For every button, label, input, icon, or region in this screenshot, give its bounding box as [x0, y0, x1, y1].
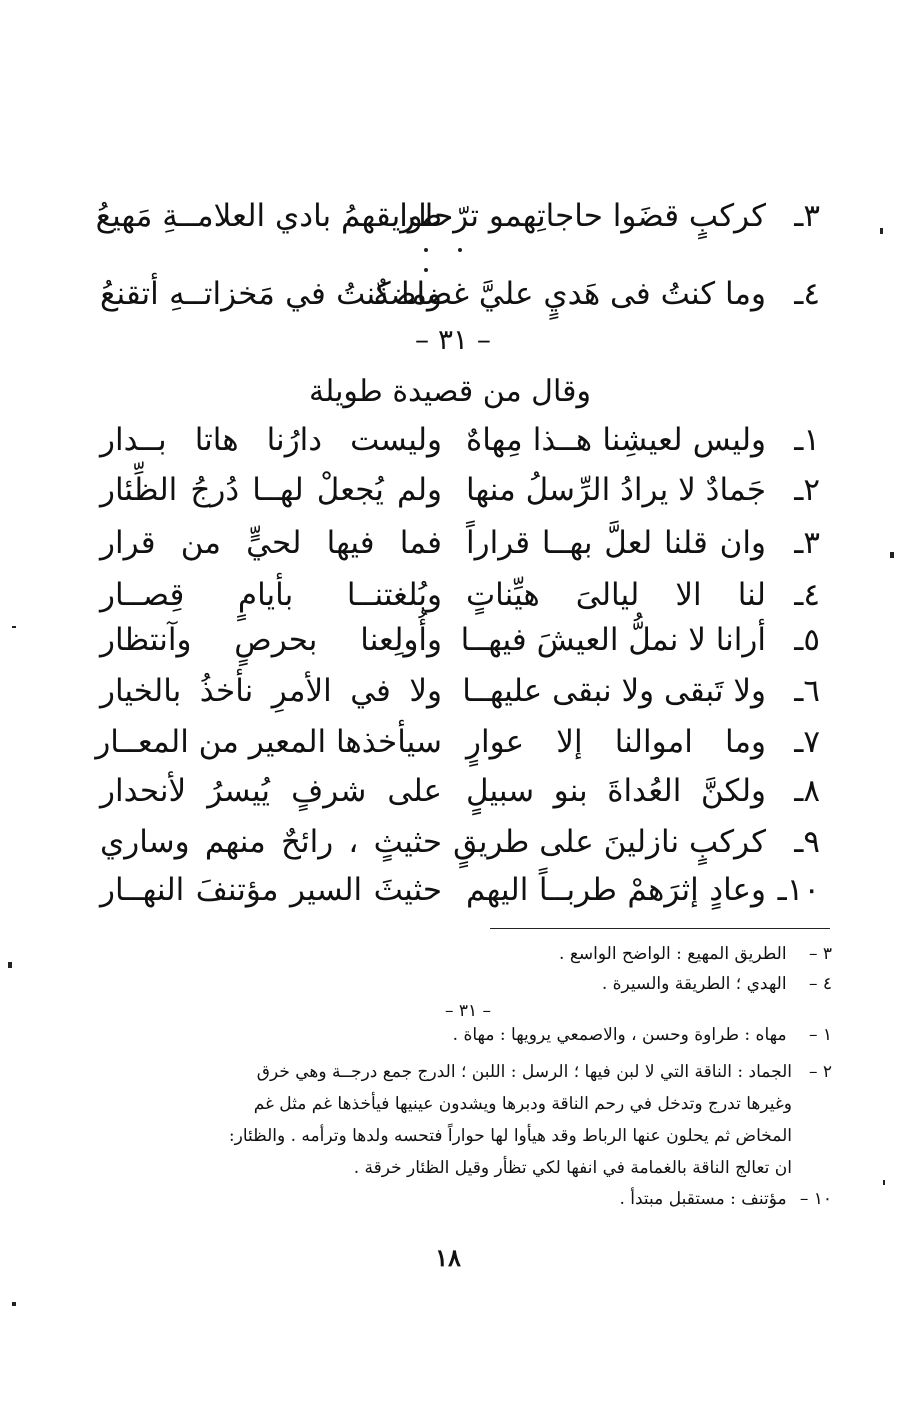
verse-first-hemistich: كركبٍ نازلينَ على طريقٍ [453, 824, 766, 860]
footnote-divider [490, 928, 830, 929]
verse-number: ٢ـ [794, 472, 820, 508]
verse-line [95, 716, 820, 768]
verse-line [100, 464, 820, 516]
verse-second-hemistich: ولم يُجعلْ لهــا دُرجُ الظِّئار [100, 472, 442, 508]
verse-first-hemistich: ولكنَّ العُداةَ بنو سبيلٍ [466, 773, 766, 809]
verse-number: ٨ـ [794, 773, 820, 809]
verse-first-hemistich: كركبٍ قضَوا حاجاتِهمو ترّحلوا [399, 198, 766, 234]
verse-second-hemistich: حثيثٍ ، رائحٌ منهم وساري [100, 824, 442, 860]
footnote-number: ١٠ – [799, 1189, 832, 1209]
decorative-dot [458, 248, 462, 252]
footnote-text: مهاه : طراوة وحسن ، والاصمعي يرويها : مهاة . [452, 1025, 787, 1045]
verse-number: ٣ـ [794, 525, 820, 561]
footnote-text: الهدي ؛ الطريقة والسيرة . [601, 974, 787, 994]
footnote [104, 971, 832, 997]
footnote [104, 1186, 832, 1212]
verse-second-hemistich: حثيثَ السير مؤتنفَ النهــار [100, 872, 442, 908]
verse-line [95, 190, 820, 242]
page-number: ١٨ [435, 1243, 461, 1272]
scan-mark [12, 1302, 16, 1306]
scan-mark [890, 552, 894, 558]
footnote-line: وغيرها تدرج وتدخل في رحم الناقة ودبرها ويشدون عينيها فيأخذها غم مثل غم [253, 1094, 792, 1114]
verse-first-hemistich: وما كنتُ فى هَديٍ عليَّ غضاضةٌ [373, 276, 766, 312]
verse-number: ٤ـ [794, 577, 820, 613]
verse-number: ١٠ـ [777, 872, 820, 908]
verse-line [100, 864, 820, 916]
scan-mark [12, 626, 16, 628]
verse-number: ٧ـ [794, 724, 820, 760]
decorative-dot [424, 268, 428, 272]
verse-line [100, 816, 820, 868]
verse-first-hemistich: لنا الا ليالىَ هيِّناتٍ [466, 577, 766, 613]
verse-number: ٩ـ [794, 824, 820, 860]
verse-first-hemistich: وعادٍ إثرَهمْ طربــاً اليهم [466, 872, 766, 908]
verse-second-hemistich: وليست دارُنا هاتا بــدار [100, 422, 442, 458]
footnote-text: مؤتنف : مستقبل مبتدأ . [619, 1189, 787, 1209]
footnote-multiline [104, 1056, 832, 1184]
verse-second-hemistich: سيأخذها المعير من المعــار [95, 724, 442, 760]
decorative-dot [424, 248, 428, 252]
scan-mark [8, 962, 12, 968]
footnote-number: ١ – [808, 1025, 832, 1045]
verse-second-hemistich: وأُولِعنا بحرصٍ وآنتظار [100, 622, 442, 658]
verse-first-hemistich: وليس لعيشِنا هــذا مِهاهٌ [466, 422, 766, 458]
footnote-number: ٤ – [808, 974, 832, 994]
footnote-text: الجماد : الناقة التي لا لبن فيها ؛ الرسل : اللبن ؛ الدرج جمع درجــة وهي خرق [256, 1062, 792, 1082]
scan-mark [880, 228, 883, 234]
verse-second-hemistich: طريقهمُ بادي العلامــةِ مَهيعُ [95, 198, 442, 234]
verse-second-hemistich: وما كنتُ في مَخزاتــهِ أتقنعُ [100, 276, 442, 312]
poem-heading: وقال من قصيدة طويلة [309, 374, 591, 409]
footnote-line [104, 1056, 832, 1088]
verse-line [100, 268, 820, 320]
footnote [104, 941, 832, 967]
verse-second-hemistich: فما فيها لحيٍّ من قرار [100, 525, 442, 561]
verse-number: ٤ـ [794, 276, 820, 312]
verse-second-hemistich: وبُلغتنــا بأيامٍ قِصــار [100, 577, 442, 613]
verse-number: ٥ـ [794, 622, 820, 658]
verse-first-hemistich: وما اموالنا إلا عوارٍ [466, 724, 766, 760]
footnote-line: ان تعالج الناقة بالغمامة في انفها لكي تظأر وقيل الظئار خرقة . [353, 1158, 792, 1178]
footnote [104, 1022, 832, 1048]
footnote-number: ٣ – [808, 944, 832, 964]
verse-number: ١ـ [794, 422, 820, 458]
footnote-section-number: – ٣١ – [444, 1001, 492, 1021]
verse-line [100, 614, 820, 666]
verse-line [100, 414, 820, 466]
verse-number: ٦ـ [794, 673, 820, 709]
footnote-line: المخاض ثم يحلون عنها الرباط وقد هيأوا لها حواراً فتحسه ولدها وترأمه . والظئار: [228, 1126, 792, 1146]
verse-second-hemistich: على شرفٍ يُيسرُ لأنحدار [100, 773, 442, 809]
footnote-text: الطريق المهيع : الواضح الواسع . [559, 944, 787, 964]
verse-second-hemistich: ولا في الأمرِ نأخذُ بالخيار [100, 673, 442, 709]
verse-line [100, 765, 820, 817]
verse-line [100, 665, 820, 717]
footnote-number: ٢ – [808, 1062, 832, 1082]
section-number: – ٣١ – [415, 323, 491, 356]
verse-line [100, 517, 820, 569]
scan-mark [883, 1180, 885, 1185]
verse-first-hemistich: وان قلنا لعلَّ بهــا قراراً [466, 525, 766, 561]
verse-first-hemistich: جَمادٌ لا يرادُ الرِّسلُ منها [466, 472, 766, 508]
verse-first-hemistich: ولا تَبقى ولا نبقى عليهــا [462, 673, 766, 709]
verse-number: ٣ـ [794, 198, 820, 234]
verse-first-hemistich: أرانا لا نملُّ العيشَ فيهــا [460, 622, 766, 658]
